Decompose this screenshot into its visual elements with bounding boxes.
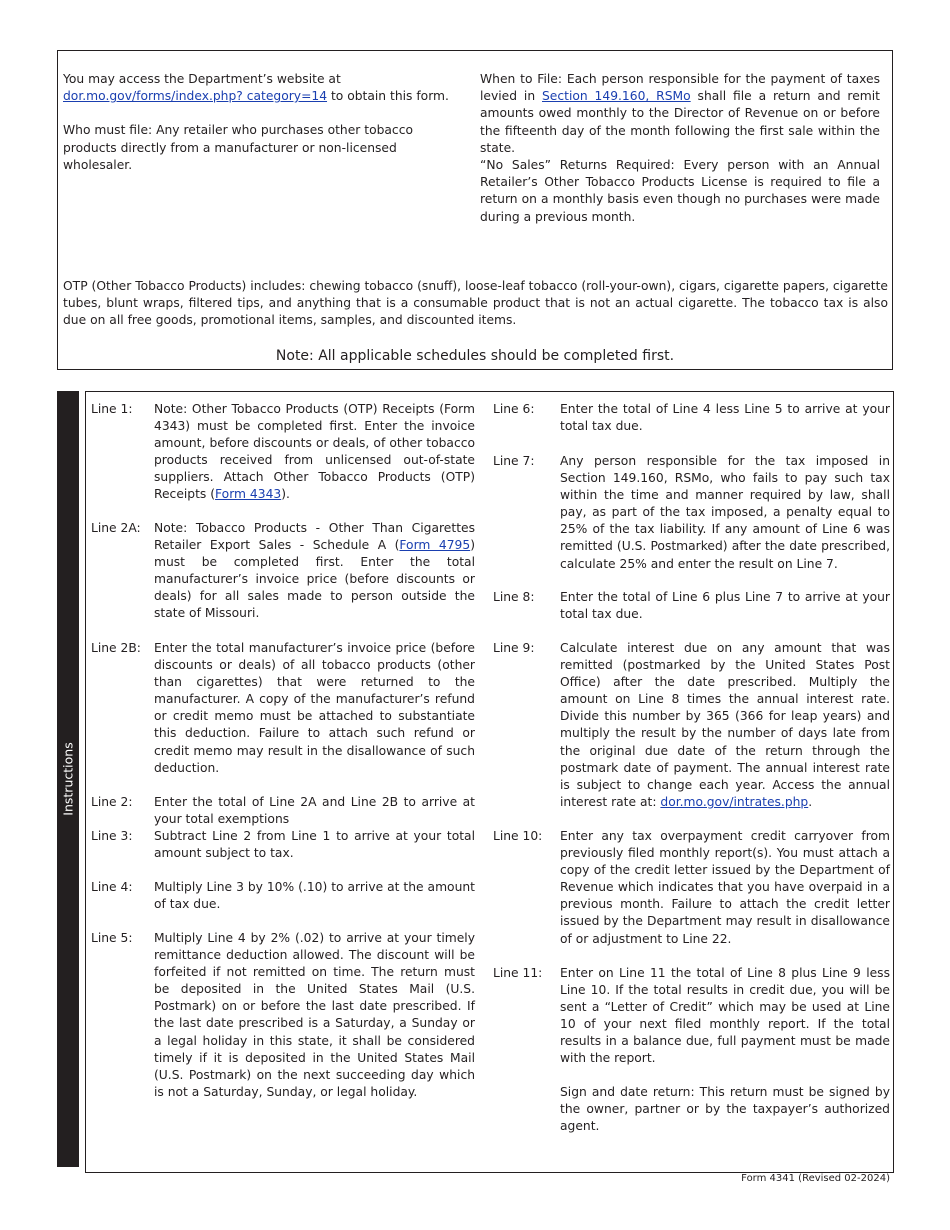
access-text-post: to obtain this form. [327,89,449,104]
sidebar-label: Instructions [60,742,76,816]
line-text [560,640,890,811]
line-label: Line 5: [91,931,133,945]
line-text-main: Calculate interest due on any amount that was remitted (postmarked by the United States Post Office) after the date prescribed. Multiply the amount on Line 8 times the annual interest rate. Divide this number by 365 (366 for leap years) and multiply the result by the number of days late from the original due date of the return through the postmark date of payment. The annual interest rate is subject to change each year. Access the annual interest rate at: [560,641,890,809]
form-4343-link[interactable]: Form 4343 [215,487,282,502]
instructions-sidebar [57,391,79,1167]
line-text [154,520,475,623]
line-label: Line 2: [91,795,133,809]
line-label: Line 10: [493,829,543,843]
when-to-file-text-post: shall file a return and remit amounts owed monthly to the Director of Revenue on or before the fifteenth day of the month following the first sale within the state. [480,89,881,155]
general-info-box [57,50,893,370]
line-text: Enter the total of Line 2A and Line 2B to arrive at your total exemptions [154,795,475,827]
access-text: You may access the Department’s website at [63,72,341,86]
general-info-left [63,71,463,191]
line-label: Line 3: [91,829,133,843]
line-text-end: ) must be completed first. Enter the total manufacturer’s invoice price (before discounts or deals) for all sales made to person outside the state of Missouri. [154,538,475,621]
line-text-main: Note: Tobacco Products - Other Than Cigarettes Retailer Export Sales - Schedule A ( [154,521,475,553]
general-info-right [480,71,880,226]
line-label: Line 6: [493,402,535,416]
no-sales-returns: “No Sales” Returns Required: Every person with an Annual Retailer’s Other Tobacco Products License is required to file a return on a monthly basis even though no purchases were made during a previous month. [480,158,880,224]
line-text: Any person responsible for the tax imposed in Section 149.160, RSMo, who fails to pay such tax within the time and manner required by law, shall pay, as part of the tax imposed, a penalty equal to 25% of the tax liability. If any amount of Line 6 was remitted (U.S. Postmarked) after the date prescribed, calculate 25% and enter the result on Line 7. [560,454,890,571]
otp-definition: OTP (Other Tobacco Products) includes: chewing tobacco (snuff), loose-leaf tobacco (roll-your-own), cigars, cigarette papers, cigarette tubes, blunt wraps, filtered tips, and anything that is a consumable product that is not an actual cigarette. The tobacco tax is also due on all free goods, promotional items, samples, and discounted items. [63,279,888,328]
line-text: Enter any tax overpayment credit carryover from previously filed monthly report(s). You must attach a copy of the credit letter issued by the Department of Revenue which indicates that you have overpaid in a previous month. Failure to attach the credit letter issued by the Department may result in disallowance of or adjustment to Line 22. [560,829,890,946]
form-number: Form 4341 (Revised 02-2024) [741,1173,890,1184]
line-text: Enter the total of Line 4 less Line 5 to arrive at your total tax due. [560,402,890,434]
form-4795-link[interactable]: Form 4795 [399,538,471,553]
line-label: Line 2A: [91,521,141,535]
sign-and-date-text: Sign and date return: This return must be signed by the owner, partner or by the taxpayer’s authorized agent. [560,1085,890,1134]
forms-link[interactable]: dor.mo.gov/forms/index.php? category=14 [63,89,328,104]
line-text: Multiply Line 3 by 10% (.10) to arrive at the amount of tax due. [154,880,475,912]
line-text [154,401,475,504]
who-must-file: Who must file: Any retailer who purchases other tobacco products directly from a manufacturer or non-licensed wholesaler. [63,123,413,172]
line-label: Line 8: [493,590,535,604]
statute-link[interactable]: Section 149.160, RSMo [542,89,691,104]
line-text: Enter on Line 11 the total of Line 8 plus Line 9 less Line 10. If the total results in credit due, you will be sent a “Letter of Credit” which may be used at Line 10 of your next filed monthly report. If the total results in a balance due, full payment must be made with the report. [560,966,890,1066]
line-label: Line 11: [493,966,543,980]
line-label: Line 7: [493,454,535,468]
schedules-note: Note: All applicable schedules should be completed first. [275,348,675,364]
line-text-main: Note: Other Tobacco Products (OTP) Receipts (Form 4343) must be completed first. Enter the invoice amount, before discounts or deals, of other tobacco products received from unlicensed out-of-state suppliers. Attach Other Tobacco Products (OTP) Receipts ( [154,402,475,502]
line-label: Line 4: [91,880,133,894]
when-to-file [480,71,880,157]
instructions-box [85,391,894,1173]
when-to-file-text: When to File: Each person responsible for the payment of taxes levied in [480,72,880,104]
line-text-end: . [808,794,813,809]
interest-rates-link[interactable]: dor.mo.gov/intrates.php [660,794,809,809]
line-label: Line 9: [493,641,535,655]
line-text-end: ). [281,487,290,502]
access-paragraph [63,71,463,105]
line-text: Subtract Line 2 from Line 1 to arrive at your total amount subject to tax. [154,829,475,861]
line-text: Enter the total of Line 6 plus Line 7 to arrive at your total tax due. [560,590,890,622]
line-label: Line 1: [91,402,133,416]
line-text: Multiply Line 4 by 2% (.02) to arrive at your timely remittance deduction allowed. The discount will be forfeited if not remitted on time. The return must be deposited in the United States Mail (U.S. Postmark) on or before the last date prescribed. If the last date prescribed is a Saturday, a Sunday or a legal holiday in this state, it shall be considered timely if it is deposited in the United States Mail (U.S. Postmark) on the next succeeding day which is not a Saturday, Sunday, or legal holiday. [154,931,475,1099]
line-label: Line 2B: [91,641,141,655]
line-text: Enter the total manufacturer’s invoice price (before discounts or deals) of all tobacco products (other than cigarettes) that were returned to the manufacturer. A copy of the manufacturer’s refund or credit memo must be attached to substantiate this deduction. Failure to attach such refund or credit memo may result in the disallowance of such deduction. [154,641,475,775]
